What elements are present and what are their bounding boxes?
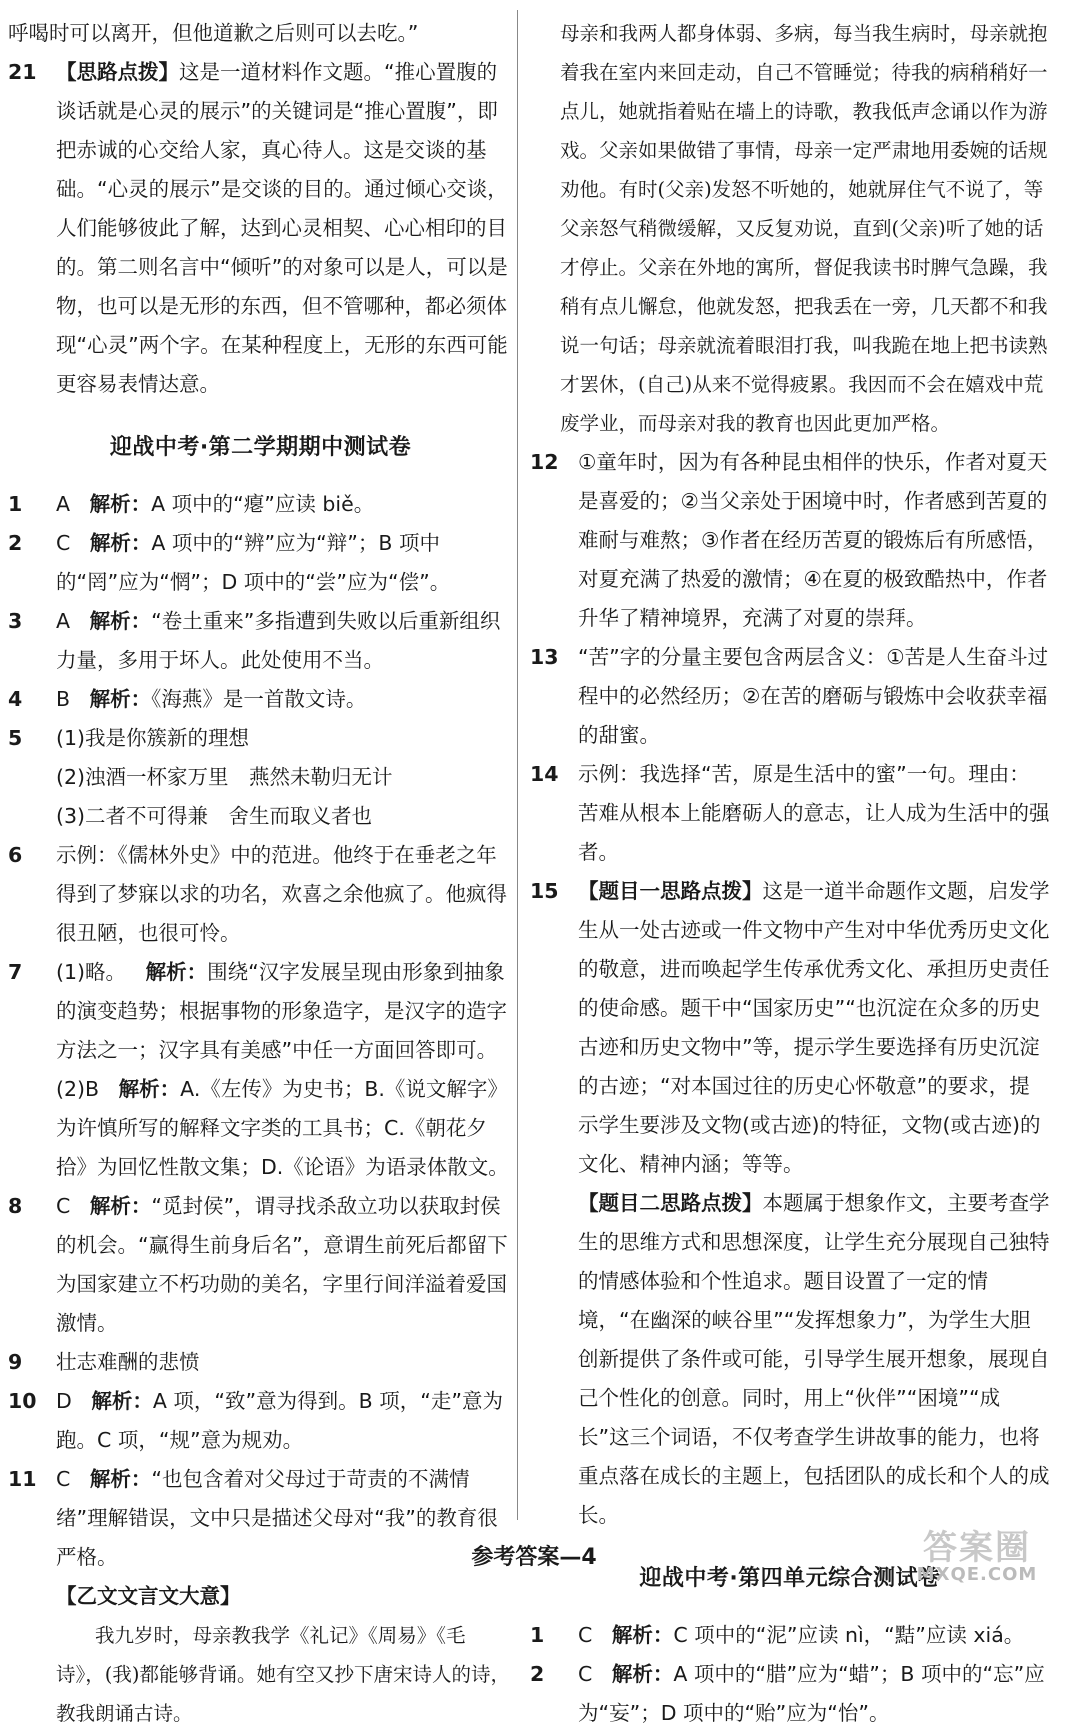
answer-9 (8, 1343, 513, 1382)
answer-choice: A (56, 492, 71, 516)
section-title-unit-four: 迎战中考·第四单元综合测试卷 (639, 1566, 941, 1591)
answer-choice: C (56, 531, 71, 555)
answer-unit4-1 (530, 1616, 1050, 1655)
watermark-text: 答案圈 (923, 1528, 1031, 1568)
answer-text: 这是一道材料作文题。“推心置腹的谈话就是心灵的展示”的关键词是“推心置腹”，即把赤诚的心交给人家，真心待人。这是交谈的基础。“心灵的展示”是交谈的目的。通过倾心交谈，人们能够彼此了解，达到心灵相契、心心相印的目的。第二则名言中“倾听”的对象可以是人，可以是物，也可以是无形的东西，但不管哪种，都必须体现“心灵”两个字。在某种程度上，无形的东西可能更容易表情达意。 (56, 60, 508, 396)
item-number: 1 (8, 492, 23, 516)
answer-4 (8, 680, 513, 719)
watermark-logo (902, 1520, 1052, 1590)
analysis-label: 解析： (145, 960, 208, 984)
analysis-label: 解析： (89, 1194, 152, 1218)
tip-tag: 【题目一思路点拨】 (578, 879, 763, 903)
analysis-label: 解析： (91, 1389, 153, 1413)
item-number: 14 (530, 762, 559, 786)
answer-7-part-2 (8, 1070, 513, 1187)
answer-text: 围绕“汉字发展呈现由形象到抽象的演变趋势；根据事物的形象造字，是汉字的造字方法之一；汉字具有美感”中任一方面回答即可。 (56, 960, 507, 1062)
item-number: 10 (8, 1389, 37, 1413)
answer-text: A 项，“致”意为得到。B 项，“走”意为跑。C 项，“规”意为规劝。 (56, 1389, 503, 1452)
answer-choice: (2)B (56, 1077, 100, 1101)
analysis-label: 解析： (89, 609, 152, 633)
answer-text: C 项中的“泥”应读 nì，“黠”应读 xiá。 (673, 1623, 1025, 1647)
answer-choice: C (578, 1662, 593, 1686)
watermark-url: MXQE.COM (916, 1564, 1038, 1585)
answer-1 (8, 485, 513, 524)
item-number: 15 (530, 879, 559, 903)
answer-choice: C (578, 1623, 593, 1647)
item-number: 1 (530, 1623, 545, 1647)
answer-8 (8, 1187, 513, 1343)
answer-text: 壮志难酬的悲愤 (56, 1350, 200, 1374)
answer-line: (3)二者不可得兼 舍生而取义者也 (56, 804, 373, 828)
answer-text: A 项中的“辨”应为“辩”；B 项中的“罔”应为“惘”；D 项中的“尝”应为“偿”。 (56, 531, 451, 594)
tip-tag: 【思路点拨】 (56, 60, 179, 84)
item-number: 4 (8, 687, 23, 711)
analysis-label: 解析： (611, 1623, 674, 1647)
item-number: 3 (8, 609, 23, 633)
answer-choice: B (56, 687, 71, 711)
analysis-label: 解析： (89, 531, 152, 555)
answer-3 (8, 602, 513, 680)
answer-2 (8, 524, 513, 602)
answer-7 (8, 953, 513, 1070)
answer-line: (1)我是你簇新的理想 (56, 726, 250, 750)
answer-text: “觅封侯”，谓寻找杀敌立功以获取封侯的机会。“赢得生前身后名”，意谓生前死后都留下为国家建立不朽功勋的美名，字里行间洋溢着爱国激情。 (56, 1194, 508, 1335)
translation-text: 我九岁时，母亲教我学《礼记》《周易》《毛诗》，(我)都能够背诵。她有空又抄下唐宋诗人的诗，教我朗诵古诗。 (56, 1624, 510, 1725)
item-number: 21 (8, 60, 37, 84)
item-number: 8 (8, 1194, 23, 1218)
answer-choice: C (56, 1194, 71, 1218)
answer-text: 《海燕》是一首散文诗。 (151, 687, 367, 711)
answer-6 (8, 836, 513, 953)
item-number: 5 (8, 726, 23, 750)
section-title-midterm: 迎战中考·第二学期期中测试卷 (109, 435, 412, 460)
answer-text: “也包含着对父母过于苛责的不满情绪”理解错误，文中只是描述父母对“我”的教育很严格。 (56, 1467, 498, 1569)
answer-10 (8, 1382, 513, 1460)
answer-choice: D (56, 1389, 72, 1413)
answer-15-part-2 (530, 1184, 1050, 1535)
answer-text: A.《左传》为史书；B.《说文解字》为许慎所写的解释文字类的工具书；C.《朝花夕拾》为回忆性散文集；D.《论语》为语录体散文。 (56, 1077, 509, 1179)
answer-text: 示例：《儒林外史》中的范进。他终于在垂老之年得到了梦寐以求的功名，欢喜之余他疯了。他疯得很丑陋，也很可怜。 (56, 843, 507, 945)
analysis-label: 解析： (89, 1467, 152, 1491)
answer-unit4-2 (530, 1655, 1050, 1733)
answer-text: ①童年时，因为有各种昆虫相伴的快乐，作者对夏天是喜爱的；②当父亲处于困境中时，作者感到苦夏的难耐与难熬；③作者在经历苦夏的锻炼后有所感悟，对夏充满了热爱的激情；④在夏的极致酷热中，作者升华了精神境界，充满了对夏的崇拜。 (578, 450, 1048, 630)
answer-5 (8, 719, 513, 758)
right-column (530, 14, 1050, 1733)
translation-text-continued: 母亲和我两人都身体弱、多病，每当我生病时，母亲就抱着我在室内来回走动，自己不管睡觉；待我的病稍稍好一点儿，她就指着贴在墙上的诗歌，教我低声念诵以作为游戏。父亲如果做错了事情，母亲一定严肃地用委婉的话规劝他。有时(父亲)发怒不听她的，她就屏住气不说了，等父亲怒气稍微缓解，又反复劝说，直到(父亲)听了她的话才停止。父亲在外地的寓所，督促我读书时脾气急躁，我稍有点儿懈怠，他就发怒，把我丢在一旁，几天都不和我说一句话；母亲就流着眼泪打我，叫我跪在地上把书读熟才罢休，(自己)从来不觉得疲累。我因而不会在嬉戏中荒废学业，而母亲对我的教育也因此更加严格。 (560, 22, 1048, 435)
answer-choice: (1)略。 (56, 960, 127, 984)
answer-choice: A (56, 609, 71, 633)
answer-13 (530, 638, 1050, 755)
answer-14 (530, 755, 1050, 872)
item-number: 12 (530, 450, 559, 474)
tip-tag: 【题目二思路点拨】 (578, 1191, 763, 1215)
answer-text: 这是一道半命题作文题，启发学生从一处古迹或一件文物中产生对中华优秀历史文化的敬意，进而唤起学生传承优秀文化、承担历史责任的使命感。题干中“国家历史”“也沉淀在众多的历史古迹和历史文物中”等，提示学生要选择有历史沉淀的古迹；“对本国过往的历史心怀敬意”的要求，提示学生要涉及文物(或古迹)的特征，文物(或古迹)的文化、精神内涵；等等。 (578, 879, 1050, 1176)
answer-line: (2)浊酒一杯家万里 燕然未勒归无计 (56, 765, 393, 789)
answer-15 (530, 872, 1050, 1184)
answer-text: 本题属于想象作文，主要考查学生的思维方式和思想深度，让学生充分展现自己独特的情感体验和个性追求。题目设置了一定的情境，“在幽深的峡谷里”“发挥想象力”，为学生大胆创新提供了条件或可能，引导学生展开想象，展现自己个性化的创意。同时，用上“伙伴”“困境”“成长”这三个词语，不仅考查学生讲故事的能力，也将重点落在成长的主题上，包括团队的成长和个人的成长。 (578, 1191, 1050, 1527)
item-number: 7 (8, 960, 23, 984)
analysis-label: 解析： (89, 687, 152, 711)
answer-text: A 项中的“腊”应为“蜡”；B 项中的“忘”应为“妄”；D 项中的“贻”应为“怡”。 (578, 1662, 1045, 1725)
analysis-label: 解析： (611, 1662, 674, 1686)
answer-21 (8, 53, 513, 404)
analysis-label: 解析： (118, 1077, 181, 1101)
page-footer: 参考答案—4 (471, 1545, 597, 1570)
left-column (8, 14, 513, 1733)
translation-title: 【乙文文言文大意】 (56, 1584, 241, 1608)
answer-12 (530, 443, 1050, 638)
answer-text: 示例：我选择“苦，原是生活中的蜜”一句。理由：苦难从根本上能磨砺人的意志，让人成为生活中的强者。 (578, 762, 1050, 864)
item-number: 6 (8, 843, 23, 867)
answer-text: A 项中的“瘪”应读 biě。 (151, 492, 375, 516)
item-number: 2 (8, 531, 23, 555)
column-divider (517, 10, 518, 1520)
answer-text: “苦”字的分量主要包含两层含义：①苦是人生奋斗过程中的必然经历；②在苦的磨砺与锻炼中会收获幸福的甜蜜。 (578, 645, 1049, 747)
answer-text: “卷土重来”多指遭到失败以后重新组织力量，多用于坏人。此处使用不当。 (56, 609, 501, 672)
item-number: 13 (530, 645, 559, 669)
answer-choice: C (56, 1467, 71, 1491)
item-number: 2 (530, 1662, 545, 1686)
item-number: 11 (8, 1467, 37, 1491)
continued-text: 呼喝时可以离开，但他道歉之后则可以去吃。” (8, 21, 419, 45)
analysis-label: 解析： (89, 492, 152, 516)
item-number: 9 (8, 1350, 23, 1374)
